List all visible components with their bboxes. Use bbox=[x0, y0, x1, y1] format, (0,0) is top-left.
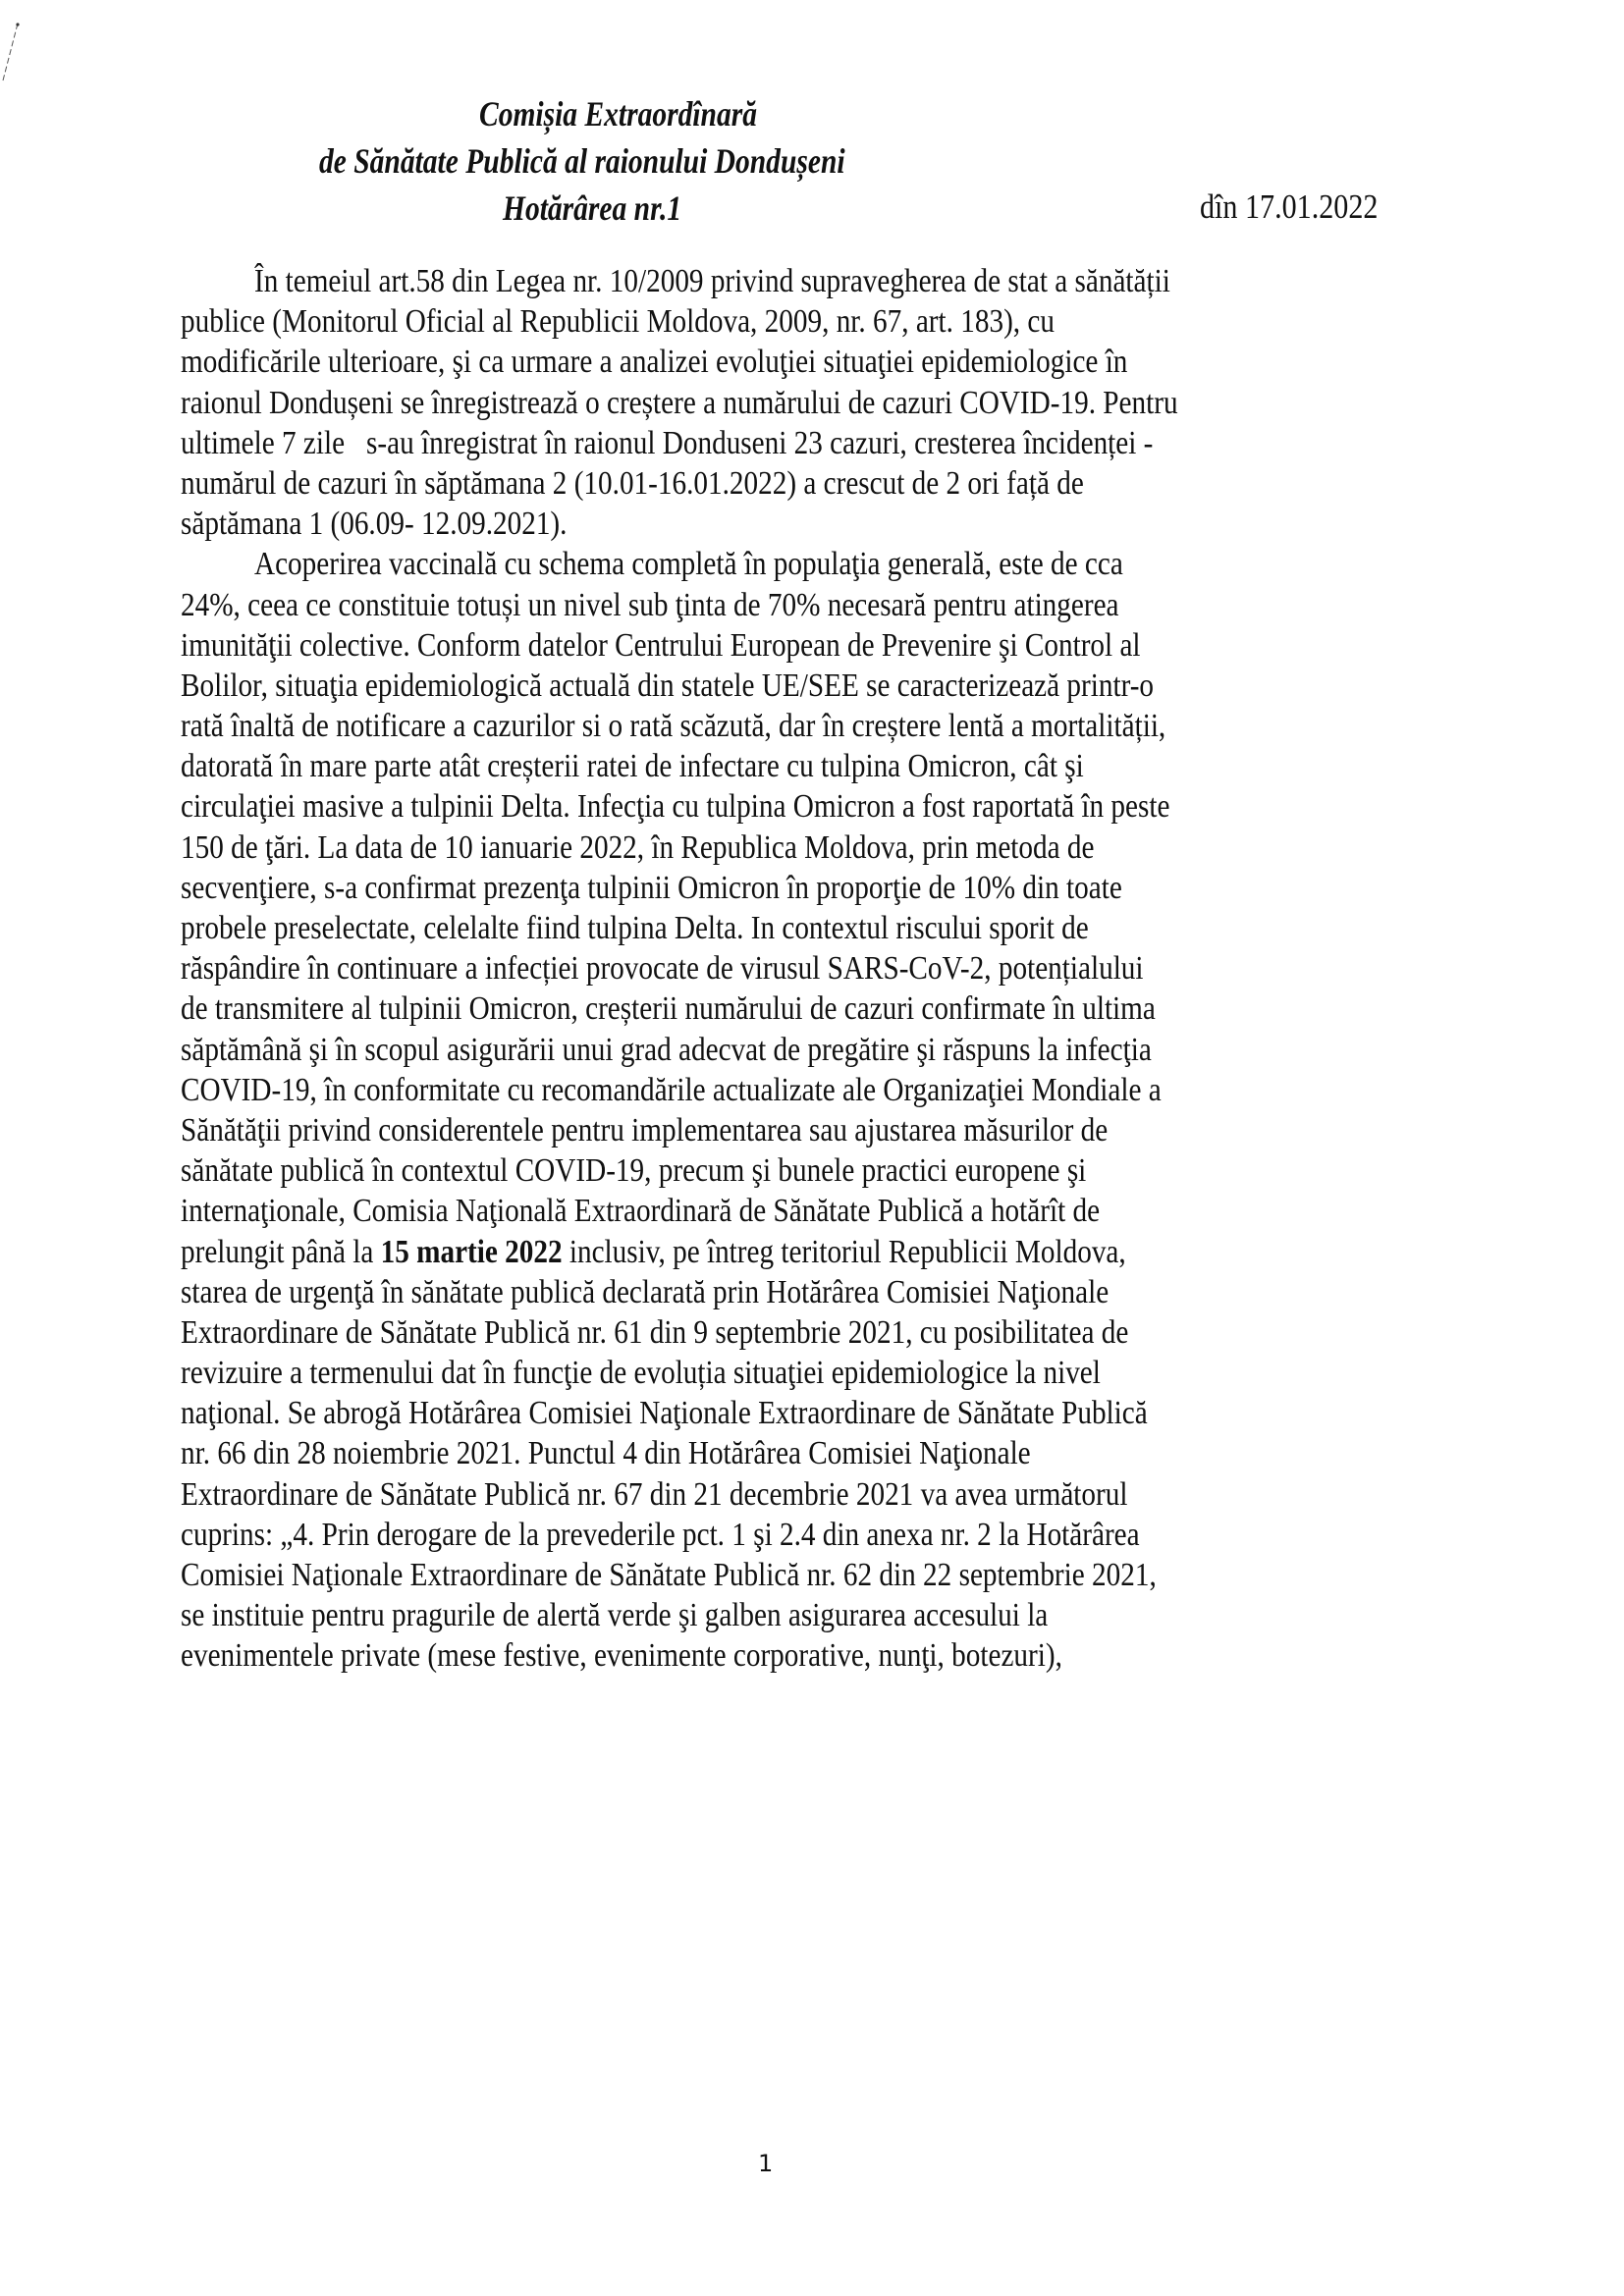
header-decision-date: dîn 17.01.2022 bbox=[1200, 187, 1379, 226]
text-line: naţional. Se abrogă Hotărârea Comisiei Naţionale Extraordinare de Sănătate Publică bbox=[181, 1395, 1148, 1432]
text-line: raionul Dondușeni se înregistrează o creștere a numărului de cazuri COVID-19. Pentru bbox=[181, 384, 1178, 421]
text-fragment: prelungit până la bbox=[181, 1233, 381, 1270]
paragraph-1 bbox=[181, 261, 1457, 544]
text-line: se instituie pentru pragurile de alertă verde şi galben asigurarea accesului la bbox=[181, 1597, 1049, 1634]
header-commission-title: Comișia Extraordînară bbox=[479, 94, 757, 133]
document-body bbox=[181, 261, 1457, 1677]
text-line: 150 de ţări. La data de 10 ianuarie 2022, în Republica Moldova, prin metoda de bbox=[181, 828, 1095, 866]
text-line: Sănătăţii privind considerentele pentru implementarea sau ajustarea măsurilor de bbox=[181, 1111, 1109, 1148]
text-line: nr. 66 din 28 noiembrie 2021. Punctul 4 din Hotărârea Comisiei Naţionale bbox=[181, 1435, 1031, 1472]
text-line: internaţionale, Comisia Naţională Extraordinară de Sănătate Publică a hotărît de bbox=[181, 1193, 1101, 1230]
text-line: starea de urgenţă în sănătate publică declarată prin Hotărârea Comisiei Naţionale bbox=[181, 1273, 1110, 1310]
text-line: cuprins: „4. Prin derogare de la prevederile pct. 1 şi 2.4 din anexa nr. 2 la Hotărârea bbox=[181, 1516, 1140, 1553]
text-line: ultimele 7 zile s-au înregistrat în raionul Donduseni 23 cazuri, cresterea încidenței - bbox=[181, 424, 1154, 461]
text-line: săptămână şi în scopul asigurării unui grad adecvat de pregătire şi răspuns la infecţia bbox=[181, 1031, 1152, 1068]
text-line: secvenţiere, s-a confirmat prezenţa tulpinii Omicron în proporţie de 10% din toate bbox=[181, 869, 1122, 906]
text-fragment: inclusiv, pe întreg teritoriul Republicii Moldova, bbox=[562, 1233, 1126, 1270]
text-line: evenimentele private (mese festive, evenimente corporative, nunţi, botezuri), bbox=[181, 1637, 1062, 1675]
text-line: Extraordinare de Sănătate Publică nr. 61 din 9 septembrie 2021, cu posibilitatea de bbox=[181, 1313, 1129, 1351]
text-line: publice (Monitorul Oficial al Republicii Moldova, 2009, nr. 67, art. 183), cu bbox=[181, 303, 1055, 341]
text-line: imunităţii colective. Conform datelor Centrului European de Prevenire şi Control al bbox=[181, 626, 1141, 664]
header-decision-number: Hotărârea nr.1 bbox=[503, 188, 682, 228]
text-line: săptămana 1 (06.09- 12.09.2021). bbox=[181, 506, 568, 543]
text-line: COVID-19, în conformitate cu recomandările actualizate ale Organizaţiei Mondiale a bbox=[181, 1071, 1162, 1108]
text-line: probele preselectate, celelalte fiind tulpina Delta. In contextul riscului sporit de bbox=[181, 910, 1089, 946]
text-line: Bolilor, situaţia epidemiologică actuală din statele UE/SEE se caracterizează printr-o bbox=[181, 667, 1155, 704]
text-line: datorată în mare parte atât creșterii ratei de infectare cu tulpina Omicron, cât şi bbox=[181, 748, 1084, 785]
text-line: Comisiei Naţionale Extraordinare de Sănătate Publică nr. 62 din 22 septembrie 2021, bbox=[181, 1557, 1157, 1593]
text-line: sănătate publică în contextul COVID-19, precum şi bunele practici europene şi bbox=[181, 1152, 1087, 1190]
scan-artifact-mark bbox=[2, 22, 22, 82]
text-line: modificările ulterioare, şi ca urmare a analizei evoluţiei situaţiei epidemiologice în bbox=[181, 344, 1128, 381]
paragraph-2 bbox=[181, 544, 1457, 1676]
text-line: Acoperirea vaccinală cu schema completă în populaţia generală, este de cca bbox=[253, 546, 1123, 583]
text-line: 24%, ceea ce constituie totuși un nivel sub ţinta de 70% necesară pentru atingerea bbox=[181, 586, 1119, 623]
text-line-with-bold-date bbox=[181, 1232, 1294, 1272]
text-line: În temeiul art.58 din Legea nr. 10/2009 privind supravegherea de stat a sănătății bbox=[253, 263, 1170, 299]
text-line: Extraordinare de Sănătate Publică nr. 67 din 21 decembrie 2021 va avea următorul bbox=[181, 1475, 1128, 1513]
text-line: revizuire a termenului dat în funcţie de evoluția situaţiei epidemiologice la nivel bbox=[181, 1355, 1101, 1392]
emergency-end-date: 15 martie 2022 bbox=[380, 1233, 563, 1270]
page-number: 1 bbox=[758, 2150, 774, 2177]
text-line: numărul de cazuri în săptămana 2 (10.01-16.01.2022) a crescut de 2 ori față de bbox=[181, 464, 1084, 502]
text-line: răspândire în continuare a infecției provocate de virusul SARS-CoV-2, potențialului bbox=[181, 950, 1144, 988]
header-commission-subtitle: de Sănătate Publică al raionului Dondușeni bbox=[319, 141, 845, 181]
text-line: de transmitere al tulpinii Omicron, creșterii numărului de cazuri confirmate în ultima bbox=[181, 990, 1156, 1028]
text-line: circulaţiei masive a tulpinii Delta. Infecţia cu tulpina Omicron a fost raportată în peste bbox=[181, 788, 1170, 826]
text-line: rată înaltă de notificare a cazurilor si o rată scăzută, dar în creștere lentă a mortalității, bbox=[181, 708, 1166, 745]
